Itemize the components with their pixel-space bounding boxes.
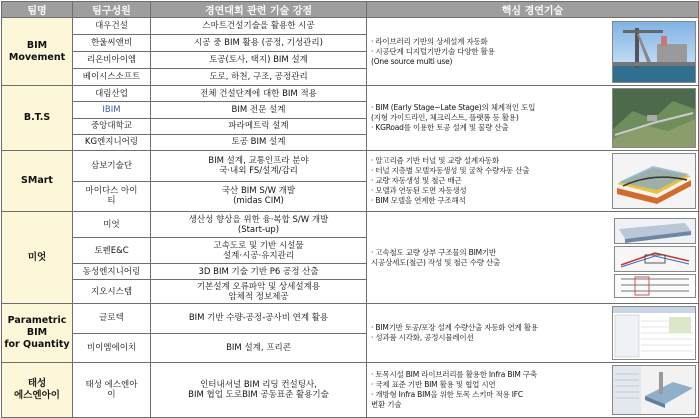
member-cell: 비이엠에이치: [73, 333, 151, 363]
capability-line: (Start-up): [237, 224, 280, 235]
header-members: 팀구성원: [73, 2, 151, 18]
table-row: [2, 212, 699, 238]
bullet-item: · KGRoad를 이용한 토공 설계 및 물량 산출: [371, 123, 509, 132]
member-cell: 베이시스소프트: [73, 69, 151, 86]
team-name-line: B.T.S: [23, 112, 51, 123]
infra-bim-model-image: [612, 365, 696, 415]
member-cell: 토펜E&C: [73, 238, 151, 264]
capability-cell: [151, 102, 367, 118]
team-name-cell: [2, 86, 73, 151]
bullet-item: (지형 가이드라인, 체크리스트, 플랫폼 등 활용): [371, 113, 519, 122]
capability-line: 시공 중 BIM 활용 (공정, 기성관리): [194, 38, 323, 48]
capability-cell: [151, 134, 367, 150]
core-tech-cell: [367, 304, 699, 363]
bullet-item: · 시공단계 디지털기반기술 다양한 활용: [371, 46, 495, 56]
core-tech-cell: [367, 18, 699, 86]
capability-line: 인터내셔널 BIM 리딩 컨설팅사,: [200, 380, 317, 390]
team-name-line: 미엇: [27, 251, 47, 263]
team-name-line: BIM: [26, 39, 48, 51]
capability-line: 3D BIM 기술 기반 P6 공정 산출: [198, 266, 319, 277]
table-row: [2, 304, 699, 334]
bullet-item: · 토목시설 BIM 라이브러리를 활용한 Infra BIM 구축: [371, 370, 537, 379]
member-cell: 글로텍: [73, 304, 151, 334]
capability-line: BIM 전문 설계: [231, 104, 286, 115]
core-tech-bullets: [367, 37, 612, 67]
team-name-line: SMart: [21, 175, 53, 186]
bullet-item: · 터널 지층별 모델자동생성 및 굴착 수량자동 산출: [371, 166, 530, 175]
core-tech-cell: [367, 363, 699, 418]
quantity-software-screenshot: [612, 306, 696, 360]
team-name-line: 태성: [27, 378, 47, 389]
capability-line: 도로, 하천, 구조, 공정관리: [209, 72, 308, 82]
team-name-cell: [2, 212, 73, 304]
table-row: [2, 151, 699, 182]
core-tech-cell: [367, 212, 699, 304]
bullet-item: 변환 기술: [371, 400, 402, 409]
capability-cell: [151, 264, 367, 280]
bullet-item: · BIM (Early Stage~Late Stage)의 체계적인 도입: [371, 103, 536, 112]
member-cell: 리온비아이엠: [73, 52, 151, 69]
core-tech-bullets: [367, 323, 612, 343]
capability-cell: [151, 280, 367, 304]
capability-cell: [151, 118, 367, 134]
table-row: [2, 18, 699, 35]
competition-teams-table: [1, 1, 699, 418]
bullet-item: · 개방형 Infra BIM을 위한 토목 스키마 적용 IFC: [371, 390, 523, 399]
header-capability: 경연대회 관련 기술 강점: [151, 2, 367, 18]
member-cell: 대림산업: [73, 86, 151, 102]
rebar-detail-image: [614, 246, 696, 272]
tunnel-layer-model-image: [612, 153, 696, 209]
member-cell: 중앙대학교: [73, 118, 151, 134]
member-cell: 대우건설: [73, 18, 151, 35]
bullet-item: · BIM기반 토공/포장 설계 수량산출 자동화 연계 활용: [371, 323, 538, 332]
rebar-section-image: [614, 274, 696, 298]
bullet-item: 시공상세도(철근) 작성 및 철근 수량 산출: [371, 257, 501, 267]
bullet-item: (One source multi use): [371, 56, 453, 66]
capability-cell: [151, 238, 367, 264]
member-cell: 지오시스템: [73, 280, 151, 304]
core-tech-bullets: [367, 156, 612, 206]
member-cell: 미엇: [73, 212, 151, 238]
member-cell: IBIM: [73, 102, 151, 118]
capability-line: 토공 BIM 설계: [231, 137, 286, 148]
capability-cell: [151, 69, 367, 86]
header-team: 팀명: [2, 2, 73, 18]
capability-line: 고속도로 및 기반 시설물: [213, 240, 304, 251]
bullet-item: · 국제 표준 기반 BIM 활용 및 협업 시연: [371, 380, 496, 389]
capability-line: 국산 BIM S/W 개발: [221, 186, 296, 197]
member-cell: 마이다스 아이티: [73, 181, 151, 212]
capability-line: 기본설계 오류파악 및 상세설계용: [196, 281, 321, 292]
core-tech-bullets: [367, 248, 614, 268]
team-name-cell: [2, 363, 73, 418]
team-name-cell: [2, 18, 73, 86]
capability-line: BIM 기반 수량-공정-공사비 연계 활용: [188, 313, 329, 324]
bullet-item: · 성과품 시각화, 공정시뮬레이션: [371, 333, 474, 342]
capability-cell: [151, 181, 367, 212]
capability-line: 국·내외 FS/설계/감리: [219, 165, 298, 176]
terrain-model-image: [612, 88, 696, 148]
capability-line: 생산성 향상을 위한 융·복합 S/W 개발: [188, 214, 329, 225]
bullet-item: · 라이브러리 기반의 상세설계 자동화: [371, 36, 488, 46]
team-name-cell: [2, 304, 73, 363]
capability-cell: [151, 86, 367, 102]
capability-line: BIM 협업 도로BIM 공동표준 활용기술: [188, 390, 329, 400]
capability-cell: [151, 363, 367, 418]
team-name-line: for Quantity: [4, 339, 70, 350]
capability-line: 토공(토사, 택지) BIM 설계: [209, 55, 308, 65]
core-tech-cell: [367, 151, 699, 212]
bullet-item: · BIM 모델을 연계한 구조해석: [371, 196, 466, 205]
capability-cell: [151, 304, 367, 334]
member-cell: 한울씨앤비: [73, 35, 151, 52]
bridge-girder-image: [614, 218, 696, 244]
member-cell: KG엔지니어링: [73, 134, 151, 150]
capability-cell: [151, 151, 367, 182]
core-tech-bullets: [367, 370, 612, 410]
core-tech-cell: [367, 86, 699, 151]
capability-cell: [151, 18, 367, 35]
team-name-line: 에스엔아이: [14, 390, 60, 401]
team-name-cell: [2, 151, 73, 212]
member-cell: 태성 에스엔아이: [73, 363, 151, 418]
capability-line: 전체 건설단계에 대한 BIM 적용: [200, 88, 317, 99]
capability-line: BIM 설계, 프리콘: [226, 342, 291, 353]
capability-line: 암체적 정보제공: [228, 291, 289, 302]
bullet-item: · 모델과 연동된 도면 자동생성: [371, 186, 467, 195]
capability-line: BIM 설계, 교통인프라 분야: [208, 155, 309, 166]
member-cell: 삼보기술단: [73, 151, 151, 182]
header-row: [2, 2, 699, 18]
table-row: [2, 86, 699, 102]
capability-cell: [151, 52, 367, 69]
bridge-construction-image: [612, 21, 696, 83]
bullet-item: · 고속철도 교량 상부 구조물의 BIM기반: [371, 247, 496, 257]
member-cell: 동성엔지니어링: [73, 264, 151, 280]
capability-cell: [151, 333, 367, 363]
header-core: 핵심 경연기술: [367, 2, 699, 18]
core-tech-bullets: [367, 103, 612, 133]
bullet-item: · 교량 자동생성 및 철근 배근: [371, 176, 462, 185]
capability-cell: [151, 212, 367, 238]
capability-line: 설계·시공·유지관리: [222, 250, 295, 261]
capability-line: 파라메트릭 설계: [228, 121, 289, 132]
capability-line: (midas CIM): [233, 196, 284, 207]
rebar-image-stack: [614, 218, 696, 298]
bullet-item: · 알고리즘 기반 터널 및 교량 설계자동화: [371, 156, 500, 165]
capability-cell: [151, 35, 367, 52]
team-name-line: Movement: [8, 51, 66, 63]
team-name-line: BIM: [26, 327, 48, 338]
team-name-line: Parametric: [7, 315, 67, 326]
table-row: [2, 363, 699, 418]
capability-line: 스마트건설기술을 활용한 시공: [202, 21, 315, 31]
